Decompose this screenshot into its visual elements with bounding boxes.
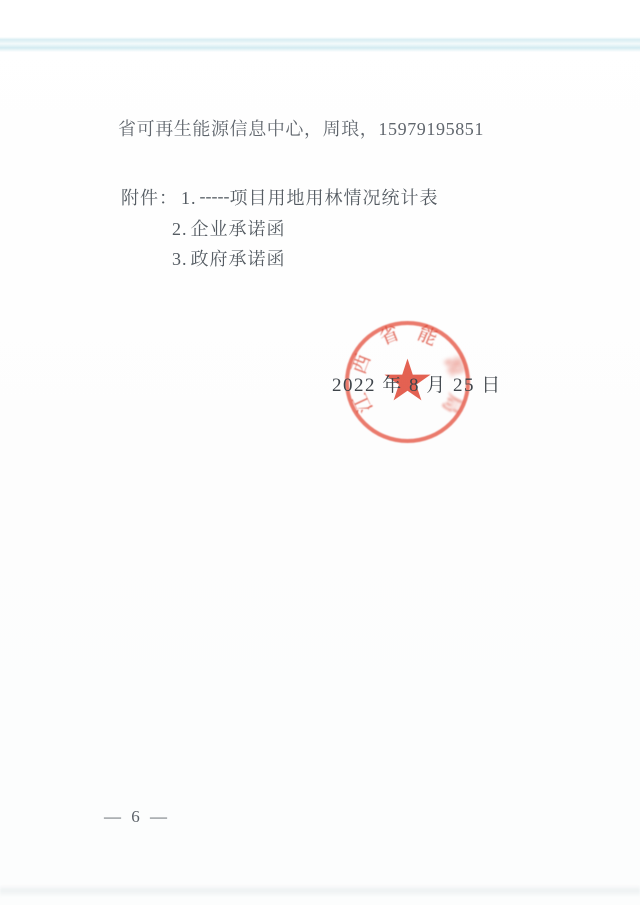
attachment-title: 政府承诺函: [190, 249, 286, 269]
attachment-number: 1.: [181, 188, 197, 208]
attachment-item: [172, 215, 286, 241]
attachment-title: 项目用地用林情况统计表: [229, 188, 439, 208]
attachment-item: [172, 245, 286, 271]
seal-character: 省: [376, 322, 402, 350]
page-number: — 6 —: [104, 807, 170, 826]
attachment-number: 3.: [172, 249, 188, 269]
seal-character: 能: [413, 323, 440, 350]
attachment-number: 2.: [172, 219, 188, 239]
seal-character: 江: [349, 389, 377, 416]
scan-artifact-bottom-band: [0, 885, 640, 897]
attachments-label: 附件：: [121, 188, 178, 208]
date-line: 2022 年 8 月 25 日: [332, 375, 502, 396]
contact-line: 省可再生能源信息中心，周琅，15979195851: [118, 119, 484, 139]
seal-character: 源: [440, 353, 467, 379]
scan-artifact-top-band: [0, 37, 640, 52]
attachment-blank-line: -----: [199, 186, 230, 206]
seal-character: 西: [348, 351, 375, 377]
attachment-title: 企业承诺函: [190, 219, 286, 239]
attachment-item: [121, 184, 438, 210]
seal-character: 局: [437, 390, 465, 417]
